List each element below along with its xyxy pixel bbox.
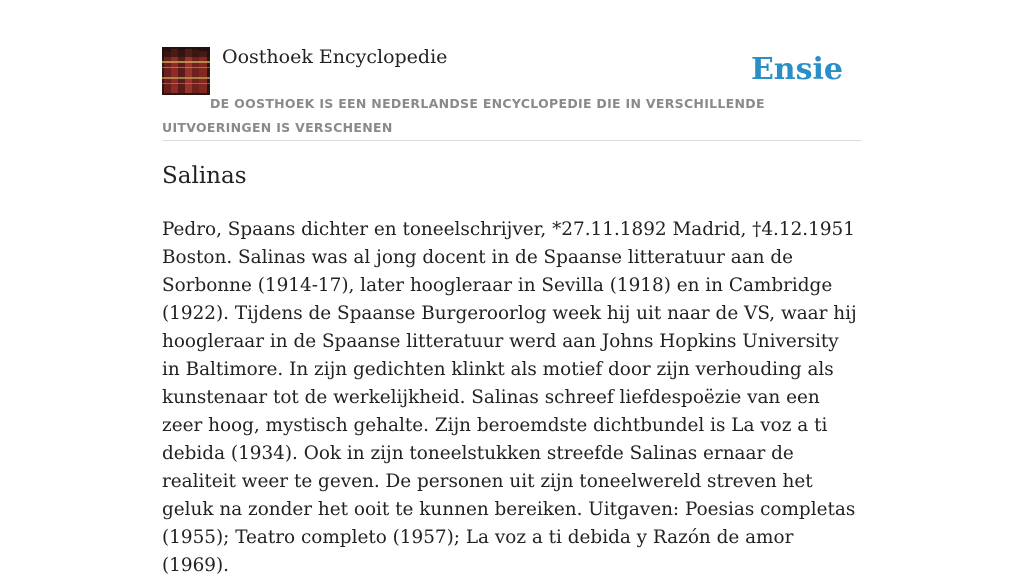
article-title: Salinas bbox=[162, 163, 247, 189]
books-icon bbox=[162, 47, 210, 95]
avatar[interactable] bbox=[162, 47, 210, 95]
brand-logo[interactable]: Ensie bbox=[750, 52, 843, 87]
site-header bbox=[162, 46, 862, 141]
site-name[interactable]: Oosthoek Encyclopedie bbox=[222, 46, 448, 68]
site-tagline: DE OOSTHOEK IS EEN NEDERLANDSE ENCYCLOPEDIE DIE IN VERSCHILLENDE UITVOERINGEN IS VERSCHENEN bbox=[162, 96, 765, 135]
article-body: Pedro, Spaans dichter en toneelschrijver, *27.11.1892 Madrid, †4.12.1951 Boston. Salinas was al jong docent in de Spaanse litteratuur aan de Sorbonne (1914-17), later hoogleraar in Sevilla (1918) en in Cambridge (1922). Tijdens de Spaanse Burgeroorlog week hij uit naar de VS, waar hij hoogleraar in de Spaanse litteratuur werd aan Johns Hopkins University in Baltimore. In zijn gedichten klinkt als motief door zijn verhouding als kunstenaar tot de werkelijkheid. Salinas schreef liefdespoëzie van een zeer hoog, mystisch gehalte. Zijn beroemdste dichtbundel is La voz a ti debida (1934). Ook in zijn toneelstukken streefde Salinas ernaar de realiteit weer te geven. De personen uit zijn toneelwereld streven het geluk na zonder het ooit te kunnen bereiken. Uitgaven: Poesias completas (1955); Teatro completo (1957); La voz a ti debida y Razón de amor (1969). bbox=[162, 219, 857, 576]
